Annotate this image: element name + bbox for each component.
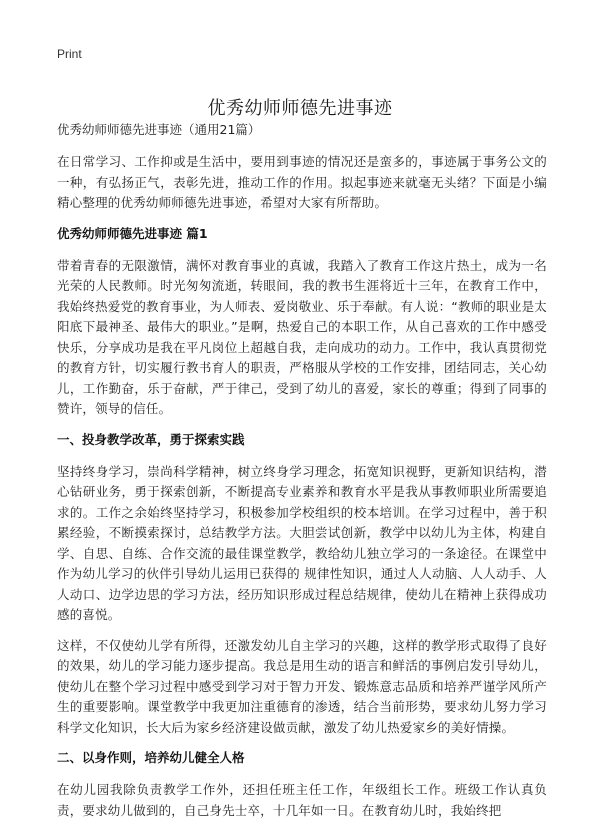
paragraph-4: 在幼儿园我除负责教学工作外，还担任班主任工作，年级组长工作。班级工作认真负责，要求幼儿做到的，自己身先士卒，十几年如一日。在教育幼儿时，我始终把 [57, 782, 547, 818]
article-heading: 优秀幼师师德先进事迹 篇1 [57, 225, 208, 241]
paragraph-2: 坚持终身学习，崇尚科学精神，树立终身学习理念，拓宽知识视野，更新知识结构，潜心钻研业务，勇于探索创新，不断提高专业素养和教育水平是我从事教师职业所需要追求的。工作之余始终坚持学习，积极参加学校组织的校本培训。在学习过程中，善于积累经验，不断摸索探讨，总结教学方法。大胆尝试创新，教学中以幼儿为主体，构建自学、自思、自练、合作交流的最佳课堂教学，教给幼儿独立学习的一条途径。在课堂中作为幼儿学习的伙伴引导幼儿运用已获得的 规律性知识，通过人人动脑、人人动手、人人动口、边学边思的学习方法，经历知识形成过程总结规律，使幼儿在精神上获得成功感的喜悦。 [57, 463, 547, 622]
document-subtitle: 优秀幼师师德先进事迹（通用21篇） [57, 122, 261, 137]
page-title: 优秀幼师师德先进事迹 [207, 98, 393, 120]
article-body [57, 120, 547, 828]
intro-paragraph: 在日常学习、工作抑或是生活中，要用到事迹的情况还是蛮多的，事迹属于事务公文的一种，有弘扬正气，表彰先进，推动工作的作用。拟起事迹来就毫无头绪？下面是小编精心整理的优秀幼师师德先进事迹，希望对大家有所帮助。 [57, 154, 547, 210]
print-label[interactable]: Print [57, 47, 82, 61]
paragraph-1: 带着青春的无限激情，满怀对教育事业的真诚，我踏入了教育工作这片热土，成为一名光荣的人民教师。时光匆匆流逝，转眼间，我的教书生涯将近十三年，在教育工作中，我始终热爱党的教育事业，为人师表、爱岗敬业、乐于奉献。有人说：“教师的职业是太阳底下最神圣、最伟大的职业。”是啊，热爱自己的本职工作，从自己喜欢的工作中感受快乐，分享成功是我在平凡岗位上超越自我，走向成功的动力。工作中，我认真贯彻党的教育方针，切实履行教书育人的职责，严格服从学校的工作安排，团结同志，关心幼儿，工作勤奋，乐于奋献，严于律己，受到了幼儿的喜爱，家长的尊重；得到了同事的赞许，领导的信任。 [57, 257, 547, 416]
section-heading-1: 一、投身教学改革，勇于探索实践 [57, 431, 245, 447]
section-heading-2: 二、以身作则，培养幼儿健全人格 [57, 750, 245, 765]
paragraph-3: 这样，不仅使幼儿学有所得，还激发幼儿自主学习的兴趣，这样的教学形式取得了良好的效果，幼儿的学习能力逐步提高。我总是用生动的语言和鲜活的事例启发引导幼儿，使幼儿在整个学习过程中感受到学习对于智力开发、锻炼意志品质和培养严谨学风所产生的重要影响。课堂教学中我更加注重德育的渗透，结合当前形势，要求幼儿努力学习科学文化知识，长大后为家乡经济建设做贡献，激发了幼儿热爱家乡的美好情操。 [57, 637, 547, 735]
